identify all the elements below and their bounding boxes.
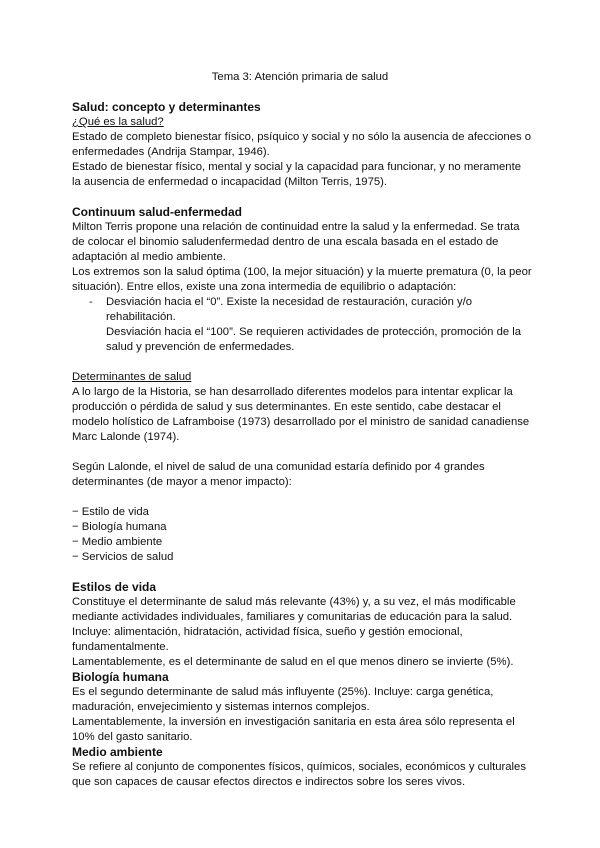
bullet-text: Desviación hacia el “0”. Existe la necesidad de restauración, curación y/o rehabilitación. — [106, 296, 473, 323]
determinantes-paragraph-1: A lo largo de la Historia, se han desarrollado diferentes modelos para intentar explicar la producción o pérdida de salud y sus determinantes. En este sentido, cabe destacar el modelo holístico de Laframboise (1973) desarrollado por el ministro de sanidad canadiense Marc Lalonde (1974). — [72, 386, 530, 443]
medio-ambiente-paragraph: Se refiere al conjunto de componentes físicos, químicos, sociales, económicos y culturales que son capaces de causar efectos directos e indirectos sobre los seres vivos. — [72, 761, 526, 788]
heading-continuum: Continuum salud-enfermedad — [72, 205, 243, 219]
heading-medio-ambiente: Medio ambiente — [72, 745, 163, 759]
list-item: − Medio ambiente — [72, 536, 163, 548]
document-title: Tema 3: Atención primaria de salud — [211, 71, 389, 83]
definition-stampar: Estado de completo bienestar físico, psíquico y social y no sólo la ausencia de afecciones o enfermedades (Andrija Stampar, 1946). — [72, 131, 532, 158]
spacer — [72, 490, 532, 505]
biologia-paragraph-2: Lamentablemente, la inversión en investigación sanitaria en esta área sólo representa el 10% del gasto sanitario. — [72, 716, 515, 743]
bullet-item — [72, 295, 532, 325]
estilos-paragraph-1: Constituye el determinante de salud más relevante (43%) y, a su vez, el más modificable mediante actividades individuales, familiares y comunitarias de educación para la salud. — [72, 596, 516, 623]
list-item: − Biología humana — [72, 521, 167, 533]
heading-salud-concepto: Salud: concepto y determinantes — [72, 100, 261, 114]
bullet-dash: - — [89, 296, 93, 308]
list-item: − Servicios de salud — [72, 551, 174, 563]
definition-terris: Estado de bienestar físico, mental y social y la capacidad para funcionar, y no meramente la ausencia de enfermedad o incapacidad (Milton Terris, 1975). — [72, 161, 521, 188]
spacer — [72, 565, 532, 580]
estilos-paragraph-3: Lamentablemente, es el determinante de salud en el que menos dinero se invierte (5%). — [72, 656, 514, 668]
bullet-text: Desviación hacia el “100”. Se requieren actividades de protección, promoción de la salud y prevención de enfermedades. — [106, 326, 522, 353]
biologia-paragraph-1: Es el segundo determinante de salud más influyente (25%). Incluye: carga genética, maduración, envejecimiento y sistemas internos complejos. — [72, 686, 494, 713]
spacer — [72, 190, 532, 205]
spacer — [72, 355, 532, 370]
bullet-item — [72, 325, 532, 355]
continuum-bullets — [72, 295, 532, 355]
estilos-paragraph-2: Incluye: alimentación, hidratación, actividad física, sueño y gestión emocional, fundamentalmente. — [72, 626, 463, 653]
determinantes-paragraph-2: Según Lalonde, el nivel de salud de una comunidad estaría definido por 4 grandes determinantes (de mayor a menor impacto): — [72, 461, 485, 488]
document-content — [72, 100, 532, 790]
heading-biologia-humana: Biología humana — [72, 670, 169, 684]
heading-estilos-de-vida: Estilos de vida — [72, 580, 157, 594]
subheading-determinantes: Determinantes de salud — [72, 371, 192, 383]
continuum-paragraph-1: Milton Terris propone una relación de continuidad entre la salud y la enfermedad. Se trata de colocar el binomio saludenfermedad dentro de una escala basada en el estado de adaptación al medio ambiente. — [72, 221, 520, 263]
determinantes-list — [72, 505, 532, 565]
subheading-que-es-salud: ¿Qué es la salud? — [72, 116, 164, 128]
spacer — [72, 445, 532, 460]
continuum-paragraph-2: Los extremos son la salud óptima (100, la mejor situación) y la muerte prematura (0, la peor situación). Entre ellos, existe una zona intermedia de equilibrio o adaptación: — [72, 266, 532, 293]
list-item: − Estilo de vida — [72, 506, 149, 518]
